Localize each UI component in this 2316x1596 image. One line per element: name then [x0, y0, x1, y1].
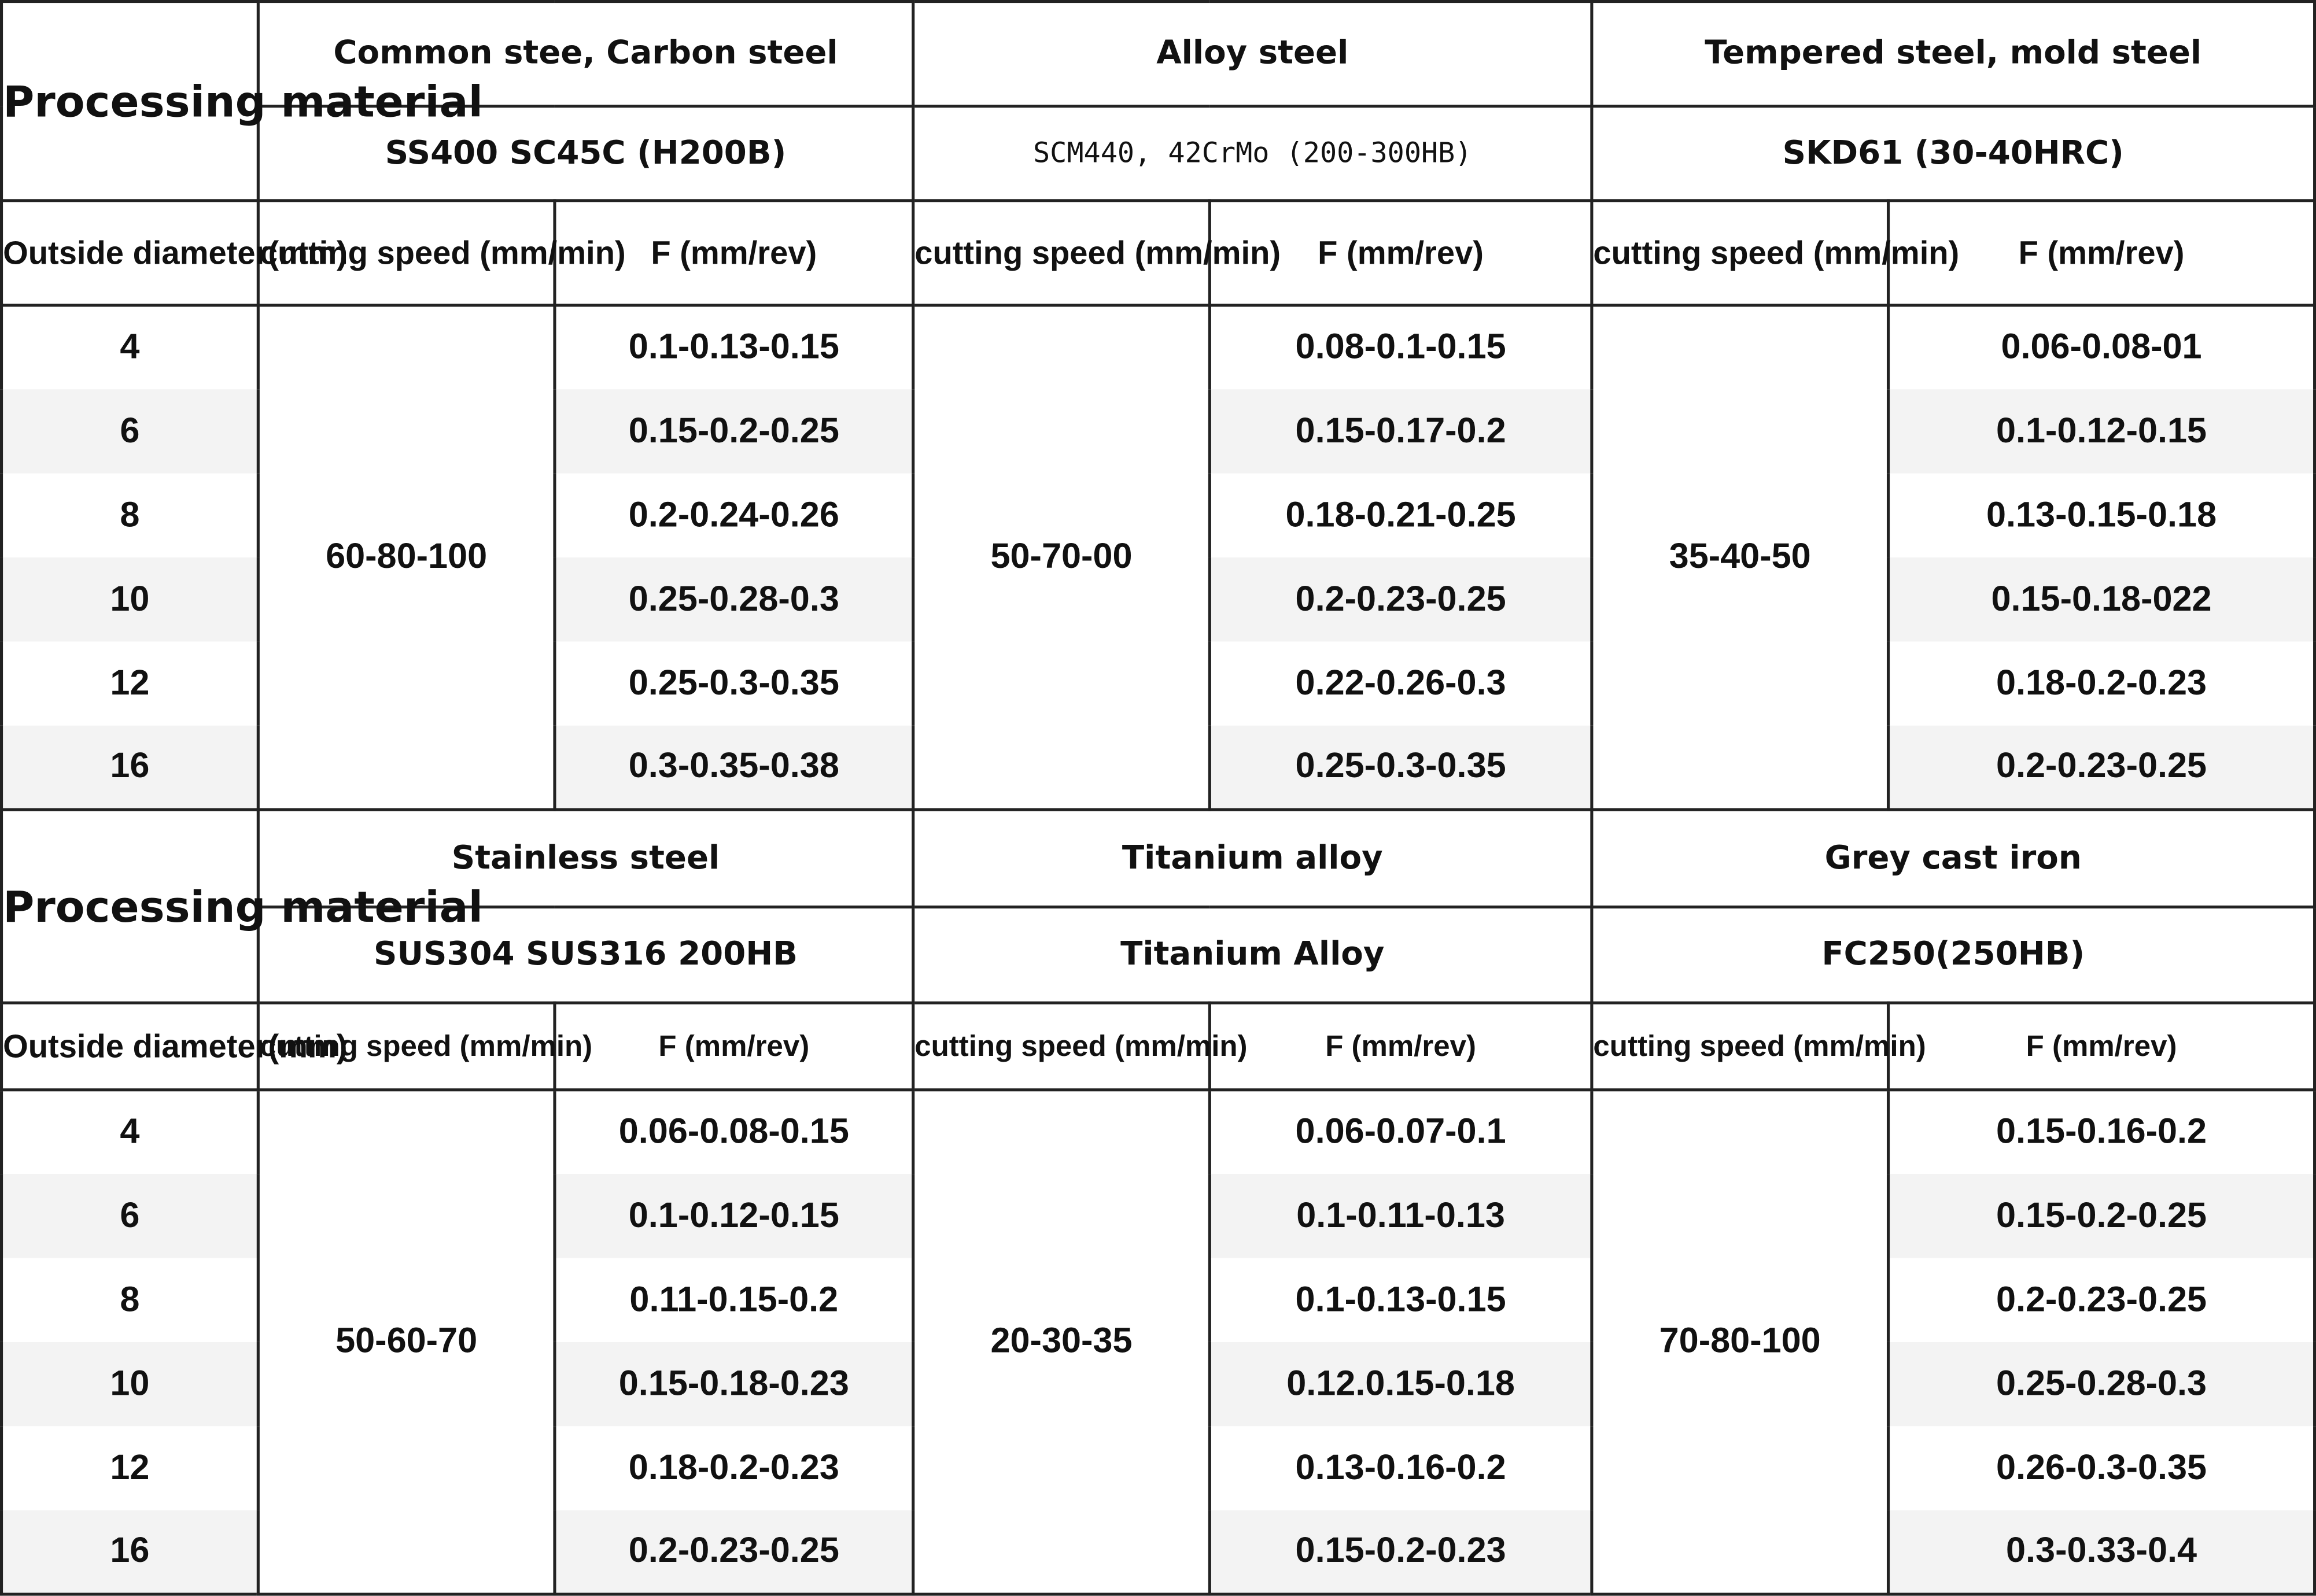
diameter-cell: 4 [2, 305, 259, 389]
feed-value: 0.3-0.33-0.4 [1889, 1510, 2315, 1594]
cutting-speed-value: 35-40-50 [1592, 305, 1889, 810]
diameter-cell: 8 [2, 1258, 259, 1342]
feed-header: F (mm/rev) [1209, 1003, 1592, 1089]
feed-value: 0.26-0.3-0.35 [1889, 1426, 2315, 1510]
diameter-cell: 12 [2, 641, 259, 725]
material-grade: FC250(250HB) [1592, 907, 2315, 1003]
feed-value: 0.1-0.13-0.15 [555, 305, 913, 389]
feed-value: 0.22-0.26-0.3 [1209, 641, 1592, 725]
material-grade: SKD61 (30-40HRC) [1592, 106, 2315, 201]
feed-value: 0.15-0.17-0.2 [1209, 389, 1592, 473]
feed-value: 0.15-0.18-022 [1889, 557, 2315, 641]
feed-header: F (mm/rev) [555, 1003, 913, 1089]
processing-material-label: Processing material [2, 2, 259, 201]
feed-header: F (mm/rev) [1209, 201, 1592, 305]
feed-value: 0.2-0.23-0.25 [1889, 726, 2315, 810]
material-name: Tempered steel, mold steel [1592, 2, 2315, 106]
feed-value: 0.2-0.24-0.26 [555, 474, 913, 557]
feed-value: 0.13-0.16-0.2 [1209, 1426, 1592, 1510]
cutting-speed-header: cutting speed (mm/min) [258, 1003, 555, 1089]
feed-value: 0.15-0.2-0.23 [1209, 1510, 1592, 1594]
cutting-table-bottom [0, 808, 2316, 1596]
feed-value: 0.13-0.15-0.18 [1889, 474, 2315, 557]
cutting-speed-header: cutting speed (mm/min) [913, 201, 1210, 305]
cutting-speed-value: 50-70-00 [913, 305, 1210, 810]
cutting-speed-value: 60-80-100 [258, 305, 555, 810]
outside-diameter-header: Outside diameter(mm) [2, 1003, 259, 1089]
feed-value: 0.12.0.15-0.18 [1209, 1342, 1592, 1426]
cutting-speed-value: 50-60-70 [258, 1090, 555, 1594]
material-name: Alloy steel [913, 2, 1592, 106]
feed-value: 0.18-0.2-0.23 [555, 1426, 913, 1510]
feed-value: 0.2-0.23-0.25 [555, 1510, 913, 1594]
cutting-speed-header: cutting speed (mm/min) [1592, 1003, 1889, 1089]
feed-value: 0.1-0.12-0.15 [1889, 389, 2315, 473]
feed-value: 0.25-0.3-0.35 [555, 641, 913, 725]
feed-value: 0.18-0.21-0.25 [1209, 474, 1592, 557]
cutting-speed-header: cutting speed (mm/min) [913, 1003, 1210, 1089]
cutting-speed-value: 20-30-35 [913, 1090, 1210, 1594]
feed-value: 0.25-0.28-0.3 [1889, 1342, 2315, 1426]
table-row [2, 1090, 2315, 1174]
diameter-cell: 4 [2, 1090, 259, 1174]
feed-value: 0.1-0.11-0.13 [1209, 1174, 1592, 1258]
cutting-speed-header: cutting speed (mm/min) [1592, 201, 1889, 305]
feed-header: F (mm/rev) [1889, 201, 2315, 305]
diameter-cell: 10 [2, 1342, 259, 1426]
diameter-cell: 12 [2, 1426, 259, 1510]
feed-value: 0.1-0.13-0.15 [1209, 1258, 1592, 1342]
material-grade: SCM440, 42CrMo (200-300HB) [913, 106, 1592, 201]
feed-value: 0.25-0.3-0.35 [1209, 726, 1592, 810]
feed-value: 0.06-0.07-0.1 [1209, 1090, 1592, 1174]
material-grade: SUS304 SUS316 200HB [258, 907, 913, 1003]
feed-value: 0.06-0.08-01 [1889, 305, 2315, 389]
feed-value: 0.15-0.18-0.23 [555, 1342, 913, 1426]
diameter-cell: 16 [2, 726, 259, 810]
material-grade: Titanium Alloy [913, 907, 1592, 1003]
diameter-cell: 10 [2, 557, 259, 641]
feed-value: 0.15-0.2-0.25 [555, 389, 913, 473]
feed-value: 0.1-0.12-0.15 [555, 1174, 913, 1258]
feed-header: F (mm/rev) [555, 201, 913, 305]
feed-value: 0.25-0.28-0.3 [555, 557, 913, 641]
diameter-cell: 6 [2, 389, 259, 473]
feed-value: 0.06-0.08-0.15 [555, 1090, 913, 1174]
material-grade: SS400 SC45C (H200B) [258, 106, 913, 201]
feed-value: 0.15-0.2-0.25 [1889, 1174, 2315, 1258]
material-name: Stainless steel [258, 810, 913, 907]
material-name: Grey cast iron [1592, 810, 2315, 907]
diameter-cell: 6 [2, 1174, 259, 1258]
material-name: Common stee, Carbon steel [258, 2, 913, 106]
cutting-speed-value: 70-80-100 [1592, 1090, 1889, 1594]
feed-value: 0.3-0.35-0.38 [555, 726, 913, 810]
material-name: Titanium alloy [913, 810, 1592, 907]
processing-material-label: Processing material [2, 810, 259, 1003]
feed-value: 0.2-0.23-0.25 [1209, 557, 1592, 641]
feed-value: 0.11-0.15-0.2 [555, 1258, 913, 1342]
feed-header: F (mm/rev) [1889, 1003, 2315, 1089]
feed-value: 0.08-0.1-0.15 [1209, 305, 1592, 389]
table-row [2, 305, 2315, 389]
diameter-cell: 16 [2, 1510, 259, 1594]
feed-value: 0.2-0.23-0.25 [1889, 1258, 2315, 1342]
feed-value: 0.15-0.16-0.2 [1889, 1090, 2315, 1174]
feed-value: 0.18-0.2-0.23 [1889, 641, 2315, 725]
outside-diameter-header: Outside diameter(mm) [2, 201, 259, 305]
cutting-speed-header: cutting speed (mm/min) [258, 201, 555, 305]
diameter-cell: 8 [2, 474, 259, 557]
